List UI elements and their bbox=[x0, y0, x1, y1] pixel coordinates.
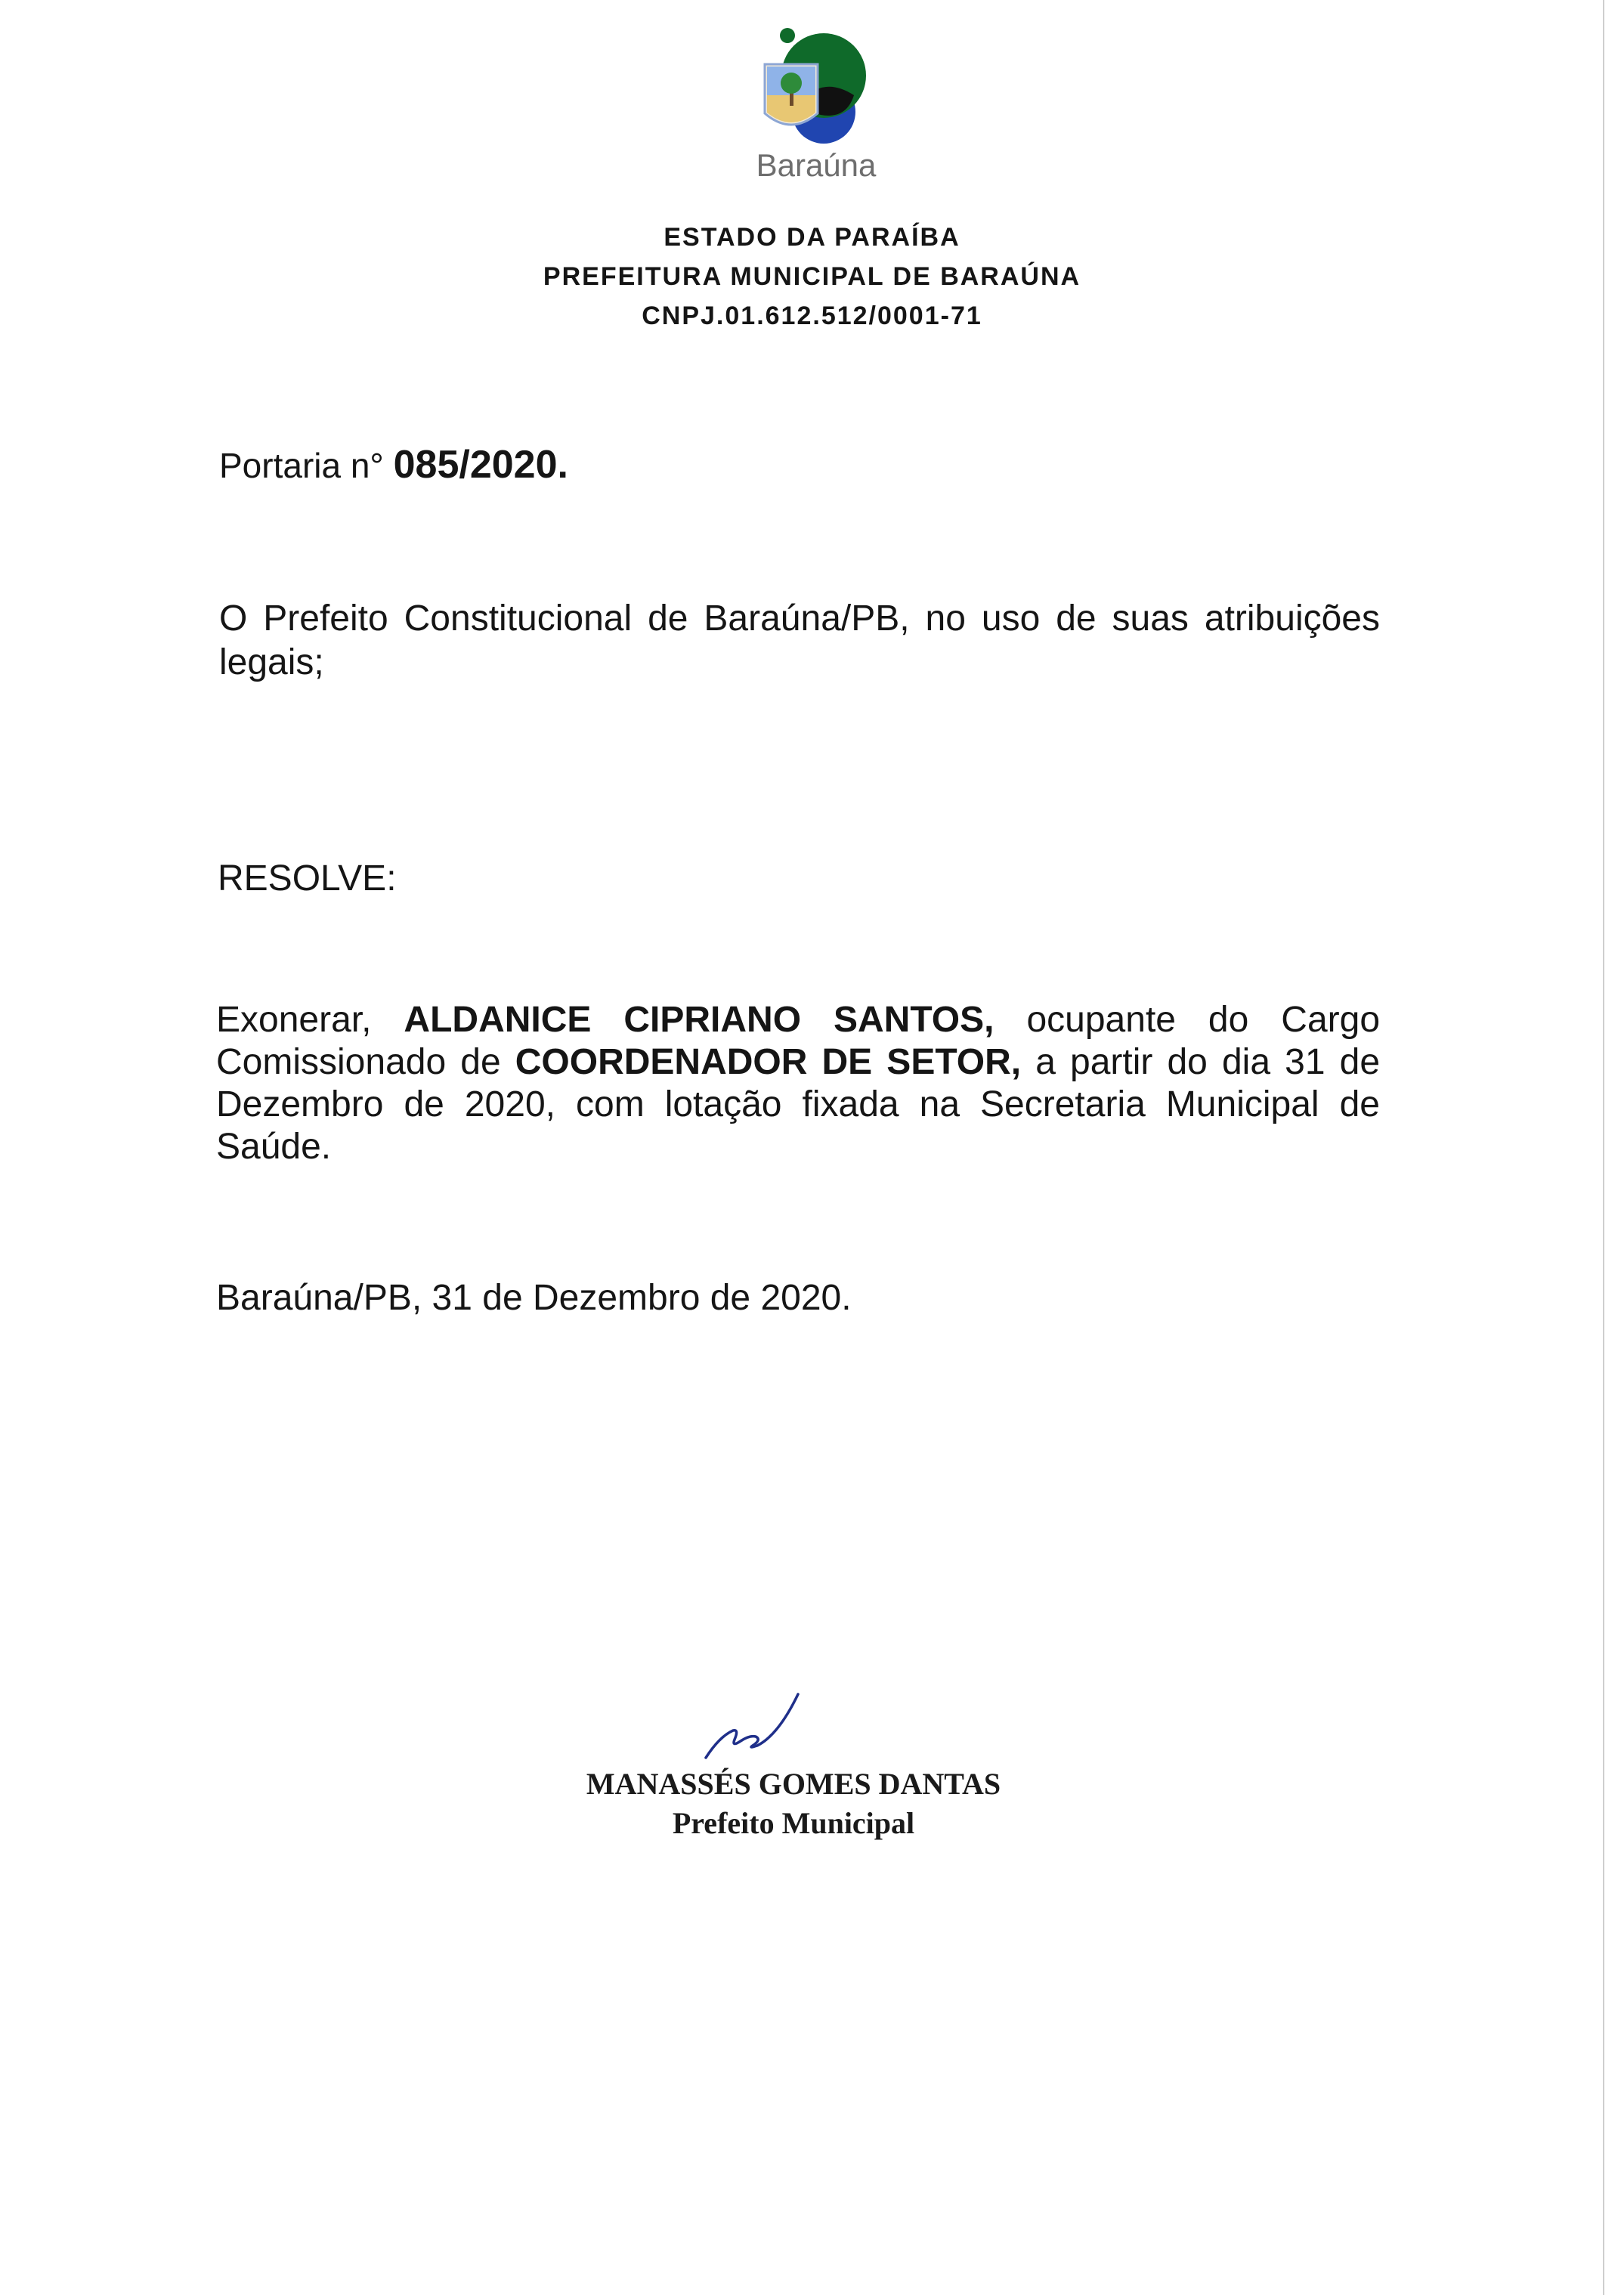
portaria-number: 085/2020. bbox=[393, 443, 568, 487]
signatory-title: Prefeito Municipal bbox=[672, 1806, 915, 1840]
resolve-heading: RESOLVE: bbox=[218, 858, 397, 899]
date-line: Baraúna/PB, 31 de Dezembro de 2020. bbox=[216, 1278, 852, 1318]
person-name: ALDANICE CIPRIANO SANTOS, bbox=[404, 1000, 995, 1040]
logo-text: Baraúna bbox=[756, 147, 877, 183]
role-name: COORDENADOR DE SETOR, bbox=[515, 1042, 1022, 1082]
cnpj: CNPJ.01.612.512/0001-71 bbox=[642, 302, 982, 330]
page-edge bbox=[1603, 0, 1604, 2295]
body-part2: ocupante do Cargo Comissionado de bbox=[216, 1000, 1381, 1082]
body-part3: a partir do dia 31 de Dezembro de 2020, com lotação fixada na Secretaria Municipal de Saúde. bbox=[216, 1042, 1381, 1167]
preamble: O Prefeito Constitucional de Baraúna/PB, no uso de suas atribuições legais; bbox=[219, 598, 1380, 682]
portaria-label: Portaria n° bbox=[219, 446, 384, 485]
logo-small-dot bbox=[780, 28, 795, 43]
resolution-body bbox=[216, 999, 1380, 1168]
signatory-name: MANASSÉS GOMES DANTAS bbox=[586, 1767, 1001, 1801]
state-name: ESTADO DA PARAÍBA bbox=[664, 223, 960, 252]
signature bbox=[703, 1693, 816, 1761]
portaria-title bbox=[219, 442, 568, 487]
signature-block bbox=[529, 1765, 1058, 1843]
document-header bbox=[0, 218, 1624, 336]
body-part1: Exonerar, bbox=[216, 1000, 372, 1040]
municipality-name: PREFEITURA MUNICIPAL DE BARAÚNA bbox=[543, 262, 1081, 291]
shield-icon bbox=[765, 64, 818, 125]
